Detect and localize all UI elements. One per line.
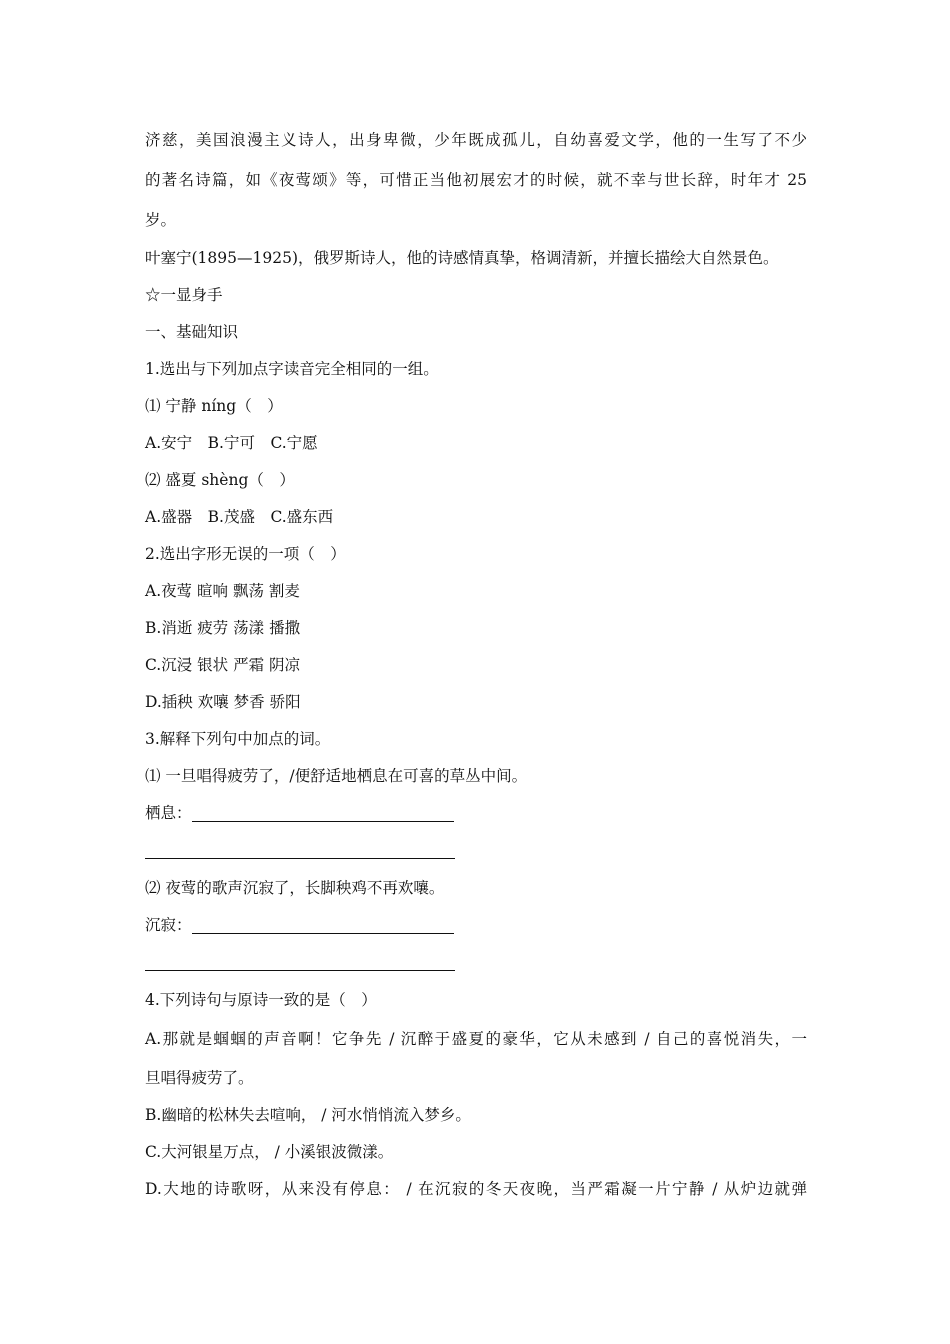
question-2-stem: 2.选出字形无误的一项（ ）	[145, 545, 346, 563]
question-2-option-b: B.消逝 疲劳 荡漾 播撒	[145, 619, 301, 637]
question-4-option-d: D.大地的诗歌呀，从来没有停息： / 在沉寂的冬天夜晚，当严霜凝一片宁静 / 从炉边就弹	[145, 1180, 807, 1198]
question-1-sub-1-options: A.安宁 B.宁可 C.宁愿	[145, 434, 318, 452]
question-2-option-d: D.插秧 欢嚷 梦香 骄阳	[145, 693, 301, 711]
question-3-stem: 3.解释下列句中加点的词。	[145, 730, 331, 748]
document-body	[145, 120, 807, 1208]
question-4-option-c: C.大河银星万点， / 小溪银波微漾。	[145, 1143, 394, 1161]
answer-line-qixi-continued	[145, 832, 807, 870]
question-1-sub-1: ⑴ 宁静 níng（ ）	[145, 397, 283, 415]
question-4-stem: 4.下列诗句与原诗一致的是（ ）	[145, 991, 377, 1009]
answer-blank-chenji[interactable]	[192, 933, 454, 934]
answer-line-qixi	[145, 795, 807, 832]
answer-blank-chenji-2[interactable]	[145, 970, 455, 971]
answer-label-chenji: 沉寂：	[145, 916, 192, 934]
question-1-sub-2-options: A.盛器 B.茂盛 C.盛东西	[145, 508, 334, 526]
keats-intro-line-1: 济慈，美国浪漫主义诗人，出身卑微，少年既成孤儿，自幼喜爱文学，他的一生写了不少	[145, 131, 807, 149]
question-4-option-a-line-1: A.那就是蝈蝈的声音啊！它争先 / 沉醉于盛夏的豪华，它从未感到 / 自己的喜悦消失，一	[145, 1030, 807, 1048]
answer-label-qixi: 栖息：	[145, 804, 192, 822]
question-2-option-a: A.夜莺 暄响 飘荡 割麦	[145, 582, 300, 600]
section-heading-basic: 一、基础知识	[145, 323, 239, 341]
answer-blank-qixi[interactable]	[192, 821, 454, 822]
section-heading-star: ☆一显身手	[145, 286, 223, 304]
answer-line-chenji	[145, 907, 807, 944]
question-4-option-b: B.幽暗的松林失去喧响， / 河水悄悄流入梦乡。	[145, 1106, 471, 1124]
answer-blank-qixi-2[interactable]	[145, 858, 455, 859]
keats-intro-line-3: 岁。	[145, 211, 177, 229]
answer-line-chenji-continued	[145, 944, 807, 982]
question-2-option-c: C.沉浸 银状 严霜 阴凉	[145, 656, 301, 674]
question-1-sub-2: ⑵ 盛夏 shèng（ ）	[145, 471, 295, 489]
question-1-stem: 1.选出与下列加点字读音完全相同的一组。	[145, 360, 439, 378]
question-4-option-a-line-2: 旦唱得疲劳了。	[145, 1069, 254, 1087]
yesenin-intro: 叶塞宁(1895—1925)，俄罗斯诗人，他的诗感情真挚，格调清新，并擅长描绘大自然景色。	[145, 249, 779, 267]
question-3-sub-1: ⑴ 一旦唱得疲劳了，/便舒适地栖息在可喜的草丛中间。	[145, 767, 528, 785]
keats-intro-line-2: 的著名诗篇，如《夜莺颂》等，可惜正当他初展宏才的时候，就不幸与世长辞，时年才 25	[145, 171, 807, 189]
question-3-sub-2: ⑵ 夜莺的歌声沉寂了，长脚秧鸡不再欢嚷。	[145, 879, 445, 897]
